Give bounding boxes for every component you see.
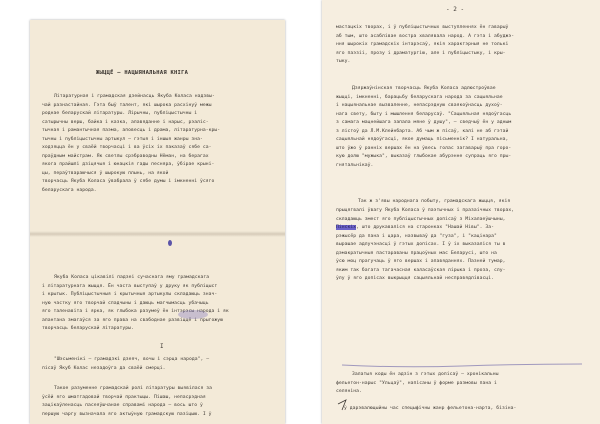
text-line: творчасць беларускай літаратуры. [42,326,134,331]
text-line: аб тым, што асаблівае востра хвалявала народ. А гэта і абуджэ- [336,33,515,39]
right-page [322,0,600,424]
text-line: Літаратурная і грамадская дзейнасць Якуба Коласа надзвы- [54,94,215,99]
text-line: першую чаргу вызначала яго актыўную грамадскую пазіцыю. І ў [42,411,212,417]
text-line: ўсю моц прагучаць ў яго вершах і апавяданнях. Пазней тумар, [336,259,506,264]
pencil-underline-mark [342,364,582,367]
text-line: і крытык. Публіцыстычныя і крытычныя артыкулы складаюць знач- [42,292,218,297]
text-line: з самага мацнейшага запала мяне ў душу", — сведчыў ён у адным [336,120,512,125]
text-line: рэжысёр да пана і цара, назвываў да "гуза", і "кацінара" [336,233,497,239]
text-line: цы, пераўтвараючыся ў шырокую плынь, на якой [42,170,169,176]
text-line: яго таленавіта і ярка, як глыбока разумеў ён інтэрэсы народа і як [42,309,229,314]
text-line: роднае беларускай літаратуры. Лірычны, публіцыстычны і [42,111,198,116]
text-line: складаюць змест яго публіцыстычных допісаў з Міхалаеўшчыны, [336,216,506,222]
text-line: пісаў Якуб Колас незадоўга да сваёй смерці. [42,365,166,371]
text-line: яго паэзіі, прозу і драматургію, але і публіцыстыку, і кры- [336,50,506,56]
left-page-fold-smudge [30,231,285,237]
text-line: апантана змагаўся за яго права на свабоднае развіццё і прыгожую [42,317,223,323]
text-line: зацікаўленасць пасеяўшчанае справамі народа — вось што ў [42,403,203,408]
text-line: ўсёй яго шматгадовай творчай практыцы. Пішаш, непасрэдная [42,394,206,400]
text-line: гнятальнікаў. [336,162,374,168]
text-line: ную частку яго творчай спадчыны і даюць магчымасць убачыць [42,300,209,306]
text-line: і нацыянальнае вызваленне, непасрэдную сваякоўнасць духоў- [336,103,503,108]
text-line: нага свету, быту і мышлення беларусаў. "Сацыяльная нядоўгасць [336,111,512,117]
text-line: фельетон-нарыс "Ульцаў", напісаны ў форме размовы пана і [336,380,497,386]
text-line: праўдным майстрам. Як светлы срэбраводны Нёман, на берагах [42,153,209,159]
right-page-last-line: ў дарэвалюцыйны час спецыфічны жанр фельетона-нарта, бізіна- [344,406,517,411]
highlighted-word: Пінскіх [336,225,357,230]
left-page-section-mark: I [160,343,164,350]
text-line: тыку. [336,59,351,64]
text-line: тычная і рамантычная паэма, аповесць і драма, літаратурна-кры- [42,128,221,133]
text-line: тычны і публіцыстычны артыкул — гэтыя і іншыя жанры зна- [42,136,203,142]
text-line: Якуба Коласа цікавілі падзеі сучаснага яму грамадскага [54,275,210,280]
text-line: творчасць Якуба Коласа ўвабрала ў сябе думы і імкненні ўсяго [42,179,215,184]
text-line: кую долю "мужыка", выказаў глыбокае абурэнне супраць яго пры- [336,154,512,159]
left-page [30,20,285,424]
text-line: жыцці, імкненні, барацьбу беларускага народа за сацыяльнае [336,94,503,100]
text-line: яким так багата тагачасная каласаўская лірыка і проза, слу- [336,267,506,273]
text-line: ўлу ў яго допісах выкрыцця сацыяльнай несправядлівасці. [336,276,494,281]
text-line: Залатыя коды ён адзін з гэтых допісаў — хронікальны [352,372,499,377]
right-page-paragraph-3-first-line: Так ж з'явы народнага побыту, грамадскага жыцця, якія [358,199,511,204]
text-line: вырашае адлучэнасці ў гэтых допісах. І ў іх выказаліся ты в [336,242,506,247]
left-page-title: ЖЫЦЦЁ — НАЦЫЯНАЛЬНАЯ КНІГА [96,70,189,76]
text-line: з лістоў да Л.М.Клейнбарта. Аб чым ж пісаў, калі не аб гэтай [336,128,509,134]
text-line: сацыяльнай нядоўгасці, якое думаць пісьменнік? І натуральна, [336,137,509,142]
text-line: селяніна. [336,389,362,394]
text-line: Пінскіх, што друкаваліся на старонках "Нашай Нівы". За- [336,225,494,230]
text-line: прыцягвалі ўвагу Якуба Коласа ў паэтычных і празаічных творах, [336,208,515,213]
text-line: дэмакратычныя пастараваны працоўных мас Беларусі, што на [336,250,497,256]
text-line: Такое разуменне грамадскай ролі літаратуры выявілася за [54,386,212,391]
text-line: сатырычны верш, байка і казка, апавяданне і нарыс, рэаліс- [42,119,209,125]
text-line: што ўжо ў ранніх вершах ён на ўвесь голас загаварыў пра горо- [336,145,512,151]
text-line: мастацкіх творах, і ў публіцыстычных выступленнях ён гаварыў [336,25,509,30]
text-line: ння шырокіх грамадскіх інтарэсаў, якія характэрныя не толькі [336,42,509,47]
text-line: Дзяржаўнінская творчасць Якуба Коласа адлюстроўвае [352,86,496,91]
right-page-number: - 2 - [446,6,465,13]
text-line: чай разнастайная. Гэта быў талент, які шырока расхінуў межы [42,102,212,108]
left-page-ink-blot [168,240,172,246]
text-line: ходзяцца ён у сваёй творчасці і ва ўсіх іх паказаў сябе са- [42,145,212,150]
left-page-purple-smudge [178,310,208,319]
text-line: і літаратурнага жыцця. Ён часта выступаў у друку як публіцыст [42,283,218,289]
text-line: "Шэсьменікі — грамадзкі дзеяч, вочы і сэрца народа", — [54,357,210,362]
text-line: беларускага народа. [42,187,97,193]
text-line: якога прайшлі дзіцячыя і юнацкія гады песняра, ўбірае крыні- [42,162,215,167]
